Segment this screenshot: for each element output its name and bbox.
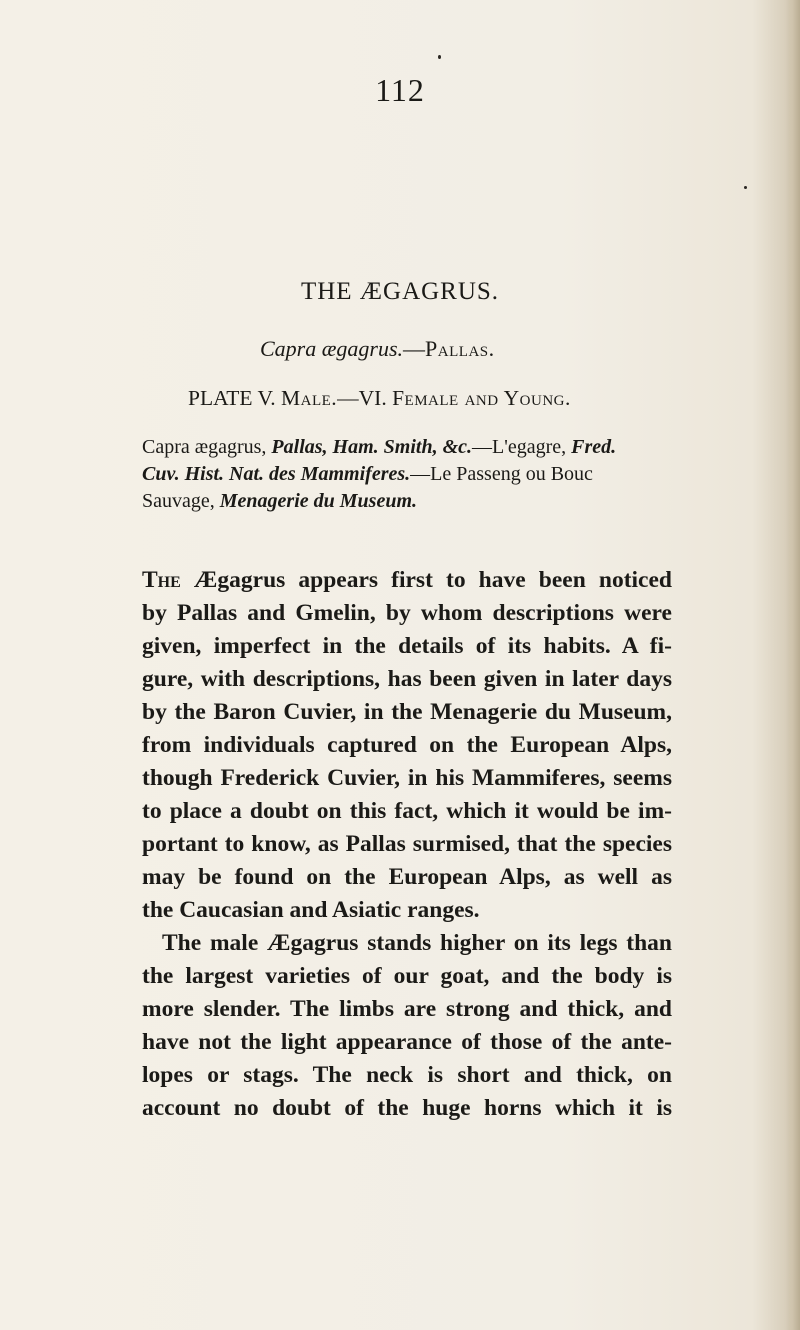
text-line: from individuals captured on the European Alps,: [142, 732, 672, 758]
synonym-text: —Le Passeng ou Bouc: [410, 463, 593, 485]
synonymy-line: [142, 434, 662, 461]
synonym-text: Capra ægagrus,: [142, 436, 272, 458]
plate-label: PLATE V.: [188, 386, 276, 410]
text-line: The male Ægagrus stands higher on its legs than: [162, 930, 672, 956]
text-line: lopes or stags. The neck is short and thick, on: [142, 1062, 672, 1088]
text-line: by the Baron Cuvier, in the Menagerie du Museum,: [142, 699, 672, 725]
text-line: may be found on the European Alps, as well as: [142, 864, 672, 890]
body-paragraphs: [142, 564, 672, 1125]
plate-dash: —: [337, 386, 359, 410]
chapter-title: THE ÆGAGRUS.: [300, 278, 500, 305]
plate-numeral: VI.: [358, 386, 387, 410]
text-line: account no doubt of the huge horns which it is: [142, 1095, 672, 1121]
synonym-reference: Cuv. Hist. Nat. des Mammiferes.: [142, 463, 411, 485]
text-line: by Pallas and Gmelin, by whom descriptions were: [142, 600, 672, 626]
species-subtitle: [260, 336, 495, 362]
text-line: to place a doubt on this fact, which it would be im-: [142, 798, 672, 824]
synonym-authors: Pallas, Ham. Smith, &c.: [271, 436, 472, 458]
text-line: have not the light appearance of those of the ante-: [142, 1029, 672, 1055]
synonym-reference: Menagerie du Museum.: [219, 490, 418, 512]
subtitle-dash: —: [403, 336, 426, 361]
text-line: gure, with descriptions, has been given in later days: [142, 666, 672, 692]
plate-female-young: Female and Young.: [392, 386, 571, 410]
ink-speck: [438, 55, 441, 59]
text-line: the Caucasian and Asiatic ranges.: [142, 897, 480, 923]
ink-speck: [744, 186, 747, 189]
text-line: portant to know, as Pallas surmised, that the species: [142, 831, 672, 857]
text-line: [142, 564, 672, 597]
synonymy-line: [142, 461, 662, 488]
plate-male: Male.: [281, 386, 338, 410]
text-line: though Frederick Cuvier, in his Mammiferes, seems: [142, 765, 672, 791]
synonym-text: —L'egagre,: [472, 436, 572, 458]
text-line: the largest varieties of our goat, and the body is: [142, 963, 672, 989]
synonymy-block: [142, 434, 662, 515]
text-line: given, imperfect in the details of its habits. A fi-: [142, 633, 672, 659]
page-number: 112: [375, 72, 425, 108]
page-edge-shadow: [786, 0, 800, 1330]
text-line: more slender. The limbs are strong and thick, and: [142, 996, 672, 1022]
synonym-text: Sauvage,: [142, 490, 220, 512]
lead-word: The: [142, 567, 181, 593]
plate-caption: [188, 386, 571, 411]
scientific-name: Capra ægagrus.: [260, 336, 404, 361]
synonym-authors: Fred.: [571, 436, 617, 458]
authority-name: Pallas.: [425, 336, 495, 361]
synonymy-line: [142, 488, 662, 515]
line-text: Ægagrus appears first to have been noticed: [180, 567, 672, 593]
